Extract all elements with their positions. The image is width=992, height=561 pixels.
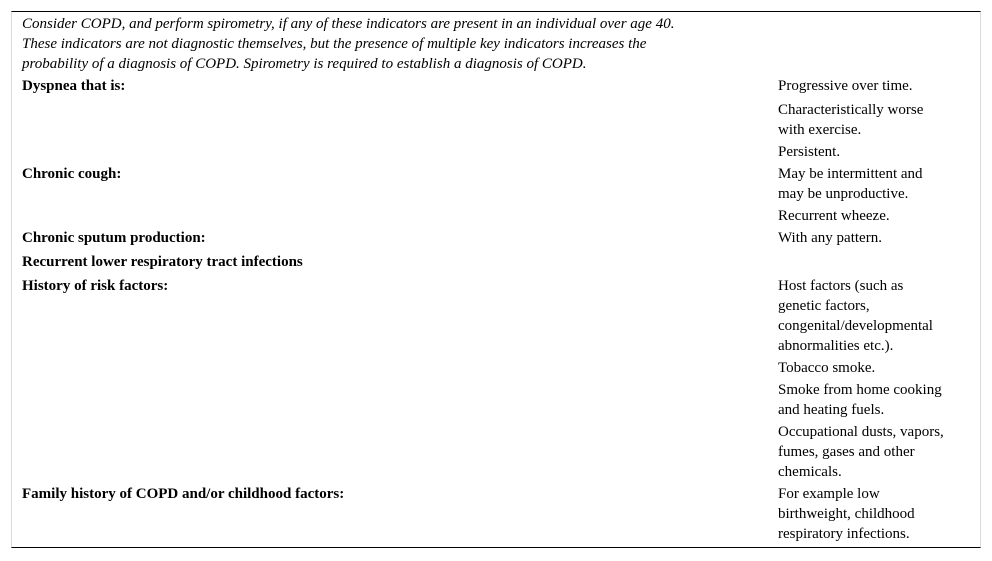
detail-line: chemicals. bbox=[778, 464, 842, 480]
detail-line: with exercise. bbox=[778, 122, 862, 138]
detail-line: Recurrent wheeze. bbox=[778, 208, 890, 224]
detail-line: For example low bbox=[778, 486, 880, 502]
detail-tobacco-smoke bbox=[778, 358, 968, 378]
intro-line: These indicators are not diagnostic themselves, but the presence of multiple key indicators increases the bbox=[22, 36, 647, 52]
row-label-dyspnea: Dyspnea that is: bbox=[22, 78, 126, 94]
detail-line: Characteristically worse bbox=[778, 102, 924, 118]
intro-note bbox=[22, 14, 742, 74]
detail-line: may be unproductive. bbox=[778, 186, 909, 202]
detail-line: and heating fuels. bbox=[778, 402, 885, 418]
detail-line: Tobacco smoke. bbox=[778, 360, 876, 376]
row-label-family-history: Family history of COPD and/or childhood factors: bbox=[22, 486, 345, 502]
detail-line: abnormalities etc.). bbox=[778, 338, 894, 354]
detail-line: Smoke from home cooking bbox=[778, 382, 942, 398]
row-label-chronic-cough: Chronic cough: bbox=[22, 166, 122, 182]
detail-recurrent-wheeze bbox=[778, 206, 968, 226]
detail-line: Progressive over time. bbox=[778, 78, 913, 94]
row-label-sputum: Chronic sputum production: bbox=[22, 230, 206, 246]
detail-any-pattern bbox=[778, 228, 968, 248]
intro-line: Consider COPD, and perform spirometry, if any of these indicators are present in an individual over age 40. bbox=[22, 16, 675, 32]
detail-occupational-dusts bbox=[778, 422, 968, 482]
detail-host-factors bbox=[778, 276, 968, 356]
detail-progressive bbox=[778, 76, 968, 96]
detail-line: respiratory infections. bbox=[778, 526, 910, 542]
intro-line: probability of a diagnosis of COPD. Spirometry is required to establish a diagnosis of COPD. bbox=[22, 56, 587, 72]
detail-childhood-factors bbox=[778, 484, 968, 544]
detail-worse-with-exercise bbox=[778, 100, 968, 140]
detail-line: congenital/developmental bbox=[778, 318, 933, 334]
detail-line: fumes, gases and other bbox=[778, 444, 915, 460]
detail-intermittent bbox=[778, 164, 968, 204]
detail-line: May be intermittent and bbox=[778, 166, 923, 182]
copd-indicators-table bbox=[11, 11, 981, 548]
row-label-infections: Recurrent lower respiratory tract infections bbox=[22, 254, 303, 270]
detail-line: birthweight, childhood bbox=[778, 506, 915, 522]
detail-line: Occupational dusts, vapors, bbox=[778, 424, 944, 440]
detail-line: Host factors (such as bbox=[778, 278, 904, 294]
detail-persistent bbox=[778, 142, 968, 162]
detail-line: With any pattern. bbox=[778, 230, 882, 246]
detail-line: Persistent. bbox=[778, 144, 841, 160]
row-label-risk-factors: History of risk factors: bbox=[22, 278, 169, 294]
detail-line: genetic factors, bbox=[778, 298, 870, 314]
detail-home-cooking-smoke bbox=[778, 380, 968, 420]
